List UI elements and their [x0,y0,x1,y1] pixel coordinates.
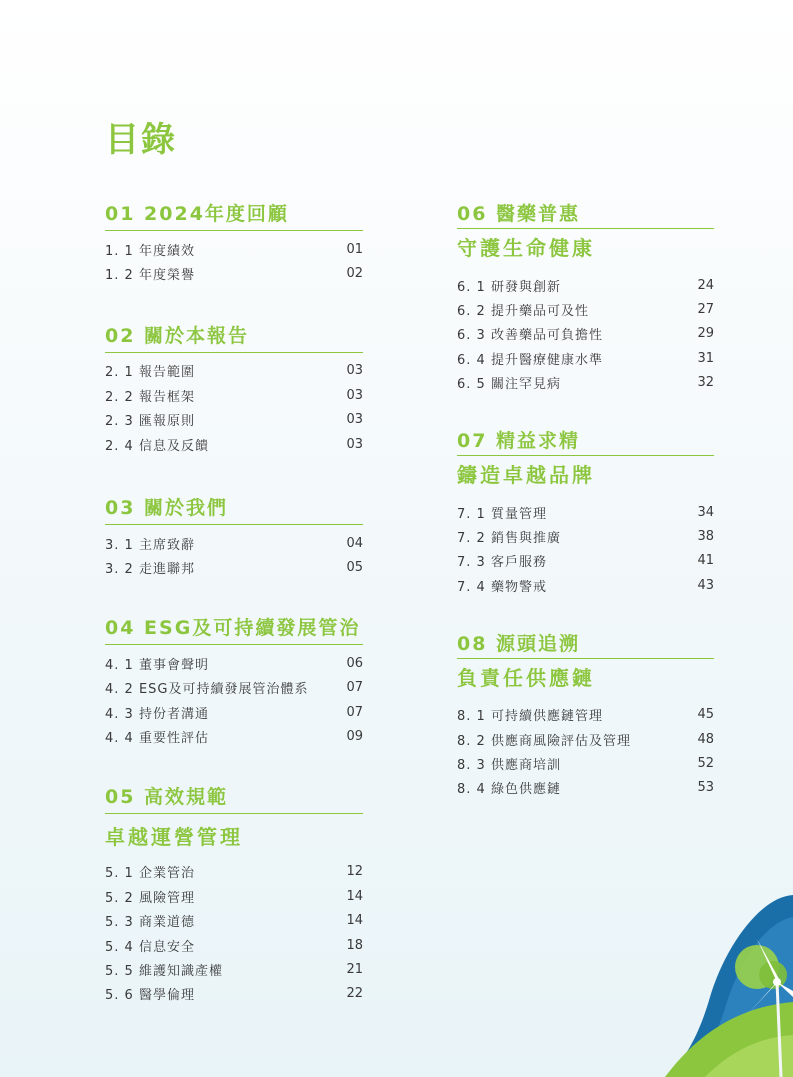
toc-item[interactable] [105,724,363,748]
toc-item[interactable] [105,700,363,724]
toc-item[interactable] [457,297,714,321]
toc-item-page: 03 [346,387,363,403]
toc-item[interactable] [105,432,363,456]
toc-item[interactable] [105,933,363,957]
toc-item-label: 4. 4 重要性評估 [105,730,209,746]
toc-item-label: 3. 2 走進聯邦 [105,562,195,578]
section-title[interactable]: 02 關於本報告 [105,324,250,347]
wind-turbine-illustration [665,887,793,1077]
section-title[interactable]: 03 關於我們 [105,497,229,520]
toc-item[interactable] [457,524,714,548]
toc-item-page: 09 [346,728,363,744]
toc-item-page: 52 [697,755,714,771]
toc-item-page: 31 [697,350,714,366]
toc-item-page: 07 [346,704,363,720]
section-heading [105,494,363,525]
toc-section-01 [105,200,363,286]
toc-item[interactable] [457,573,714,597]
toc-item-page: 01 [346,241,363,257]
toc-section-03 [105,494,363,580]
page-title: 目錄 [105,120,177,160]
section-heading [457,455,714,494]
toc-item-page: 43 [697,577,714,593]
toc-item-label: 5. 4 信息安全 [105,939,195,955]
toc-section-06 [457,200,714,395]
toc-item[interactable] [105,884,363,908]
toc-section-02 [105,322,363,457]
toc-item[interactable] [105,383,363,407]
toc-item-label: 6. 1 研發與創新 [457,279,561,295]
toc-item-page: 12 [346,864,363,880]
toc-item-page: 22 [346,986,363,1002]
toc-item-label: 2. 3 匯報原則 [105,414,195,430]
section-heading [457,658,714,697]
toc-item-label: 2. 1 報告範圍 [105,365,195,381]
toc-item-label: 5. 5 維護知識產權 [105,963,223,979]
section-title[interactable]: 01 2024年度回顧 [105,203,289,225]
toc-item[interactable] [105,860,363,884]
toc-item[interactable] [457,549,714,573]
toc-item[interactable] [457,727,714,751]
toc-item-label: 7. 4 藥物警戒 [457,579,547,595]
toc-item[interactable] [457,273,714,297]
toc-item-label: 8. 4 綠色供應鏈 [457,782,561,798]
section-title[interactable]: 04 ESG及可持續發展管治 [105,617,361,640]
toc-section-07 [457,427,714,598]
toc-item-page: 29 [697,326,714,342]
toc-item-label: 4. 2 ESG及可持續發展管治體系 [105,682,309,698]
toc-item[interactable] [105,408,363,432]
toc-item-page: 14 [346,913,363,929]
toc-item-page: 45 [697,707,714,723]
toc-item-label: 4. 3 持份者溝通 [105,706,209,722]
toc-item[interactable] [105,957,363,981]
toc-section-08 [457,630,714,801]
toc-item[interactable] [105,531,363,555]
toc-item-label: 8. 2 供應商風險評估及管理 [457,733,631,749]
toc-item[interactable] [105,556,363,580]
toc-item-label: 2. 2 報告框架 [105,389,195,405]
toc-item-label: 8. 1 可持續供應鏈管理 [457,709,603,725]
toc-item-page: 34 [697,504,714,520]
toc-item-label: 6. 4 提升醫療健康水準 [457,352,603,368]
toc-item-page: 32 [697,375,714,391]
toc-item[interactable] [105,982,363,1006]
toc-right-column [457,200,714,800]
toc-item[interactable] [457,751,714,775]
toc-item-page: 24 [697,277,714,293]
toc-item-label: 6. 2 提升藥品可及性 [457,304,589,320]
toc-item[interactable] [105,676,363,700]
toc-item-page: 21 [346,961,363,977]
toc-item-label: 6. 3 改善藥品可負擔性 [457,328,603,344]
tree-crown-shape [759,961,787,989]
toc-item-page: 41 [697,553,714,569]
toc-item[interactable] [105,359,363,383]
toc-item-label: 5. 6 醫學倫理 [105,988,195,1004]
section-title[interactable]: 08 源頭追溯 [457,632,581,655]
toc-section-04 [105,614,363,749]
toc-item-page: 48 [697,731,714,747]
section-heading [105,322,363,353]
toc-left-column [105,200,363,1006]
toc-item-page: 04 [346,536,363,552]
toc-item[interactable] [105,651,363,675]
toc-item-page: 14 [346,888,363,904]
toc-item-label: 8. 3 供應商培訓 [457,757,561,773]
section-subtitle: 負責任供應鏈 [457,665,595,690]
section-heading [105,200,363,231]
toc-item-page: 03 [346,412,363,428]
section-subtitle: 卓越運營管理 [105,824,243,849]
section-heading [105,614,363,645]
toc-item-label: 1. 1 年度績效 [105,243,195,259]
toc-item-page: 02 [346,266,363,282]
toc-item-page: 27 [697,302,714,318]
toc-item[interactable] [457,346,714,370]
toc-item-label: 1. 2 年度榮譽 [105,268,195,284]
toc-item-page: 38 [697,529,714,545]
toc-item[interactable] [105,237,363,261]
toc-item-label: 5. 3 商業道德 [105,915,195,931]
section-title[interactable]: 05 高效規範 [105,785,229,808]
toc-item-page: 03 [346,436,363,452]
toc-item[interactable] [457,703,714,727]
toc-item[interactable] [105,908,363,932]
section-title[interactable]: 06 醫藥普惠 [457,203,581,225]
toc-item-page: 03 [346,363,363,379]
toc-item-label: 5. 2 風險管理 [105,890,195,906]
toc-item-label: 7. 3 客戶服務 [457,555,547,571]
toc-section-05 [105,783,363,1006]
toc-item-page: 18 [346,937,363,953]
toc-item-label: 7. 2 銷售與推廣 [457,531,561,547]
section-subtitle: 鑄造卓越品牌 [457,462,595,487]
toc-item[interactable] [105,261,363,285]
toc-item-label: 4. 1 董事會聲明 [105,657,209,673]
section-subtitle: 守護生命健康 [457,236,595,260]
toc-item-label: 6. 5 關注罕見病 [457,377,561,393]
toc-item-page: 53 [697,780,714,796]
toc-item-label: 5. 1 企業管治 [105,866,195,882]
toc-item[interactable] [457,776,714,800]
toc-item-label: 3. 1 主席致辭 [105,538,195,554]
section-heading [457,228,714,267]
toc-item-page: 05 [346,560,363,576]
toc-item[interactable] [457,371,714,395]
toc-item[interactable] [457,322,714,346]
toc-item-page: 06 [346,655,363,671]
turbine-hub [773,978,781,986]
section-title[interactable]: 07 精益求精 [457,429,581,452]
toc-item-page: 07 [346,680,363,696]
toc-item-label: 2. 4 信息及反饋 [105,438,209,454]
toc-item[interactable] [457,500,714,524]
section-heading [105,783,363,814]
toc-item-label: 7. 1 質量管理 [457,506,547,522]
